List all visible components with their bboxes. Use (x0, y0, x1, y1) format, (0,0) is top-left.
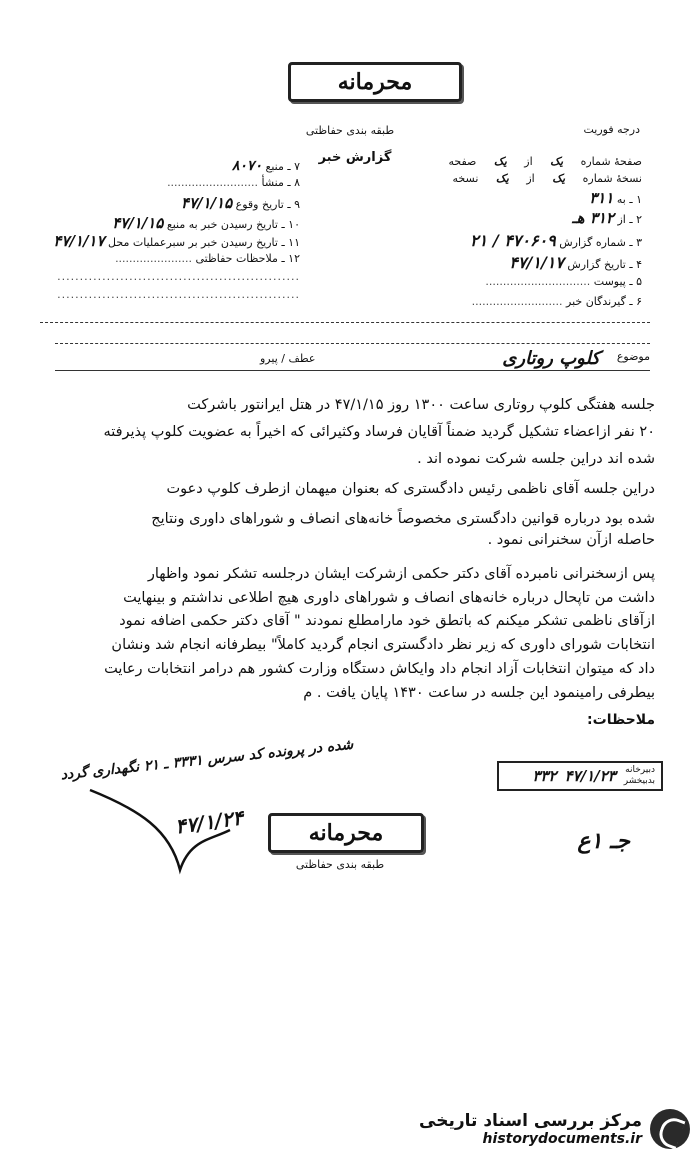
left-fields (40, 158, 300, 306)
bottom-classification-stamp: محرمانه (268, 813, 424, 853)
handwritten-date: ۴۷/۱/۲۴ (173, 805, 245, 839)
copy-number-field: نسخهٔ شماره یک از یک نسخه (452, 172, 642, 185)
body-line: داد که میتوان انتخابات آزاد انجام داد وایکاش دستگاه وزارت کشور هم درامر انتخابات رعایت (104, 661, 655, 677)
watermark-title: مرکز بررسی اسناد تاریخی (419, 1111, 642, 1131)
page-number-field: صفحهٔ شماره یک از یک صفحه (448, 155, 642, 168)
report-title: گزارش خبر (318, 150, 392, 165)
report-number-field: ۳ ـ شماره گزارش ۴۷۰۶۰۹ / ۲۱ (470, 231, 642, 250)
report-date-field: ۴ ـ تاریخ گزارش ۴۷/۱/۱۷ (509, 253, 642, 272)
subject-divider (55, 343, 650, 344)
body-line: شده اند دراین جلسه شرکت نموده اند . (417, 451, 655, 467)
attachment-field: ۵ ـ پیوست .............................. (485, 275, 642, 288)
body-line: ازآقای ناظمی تشکر میکنم که باتطق خود مارامطلع نمودند " آقای دکتر حکمی اضافه نمود (119, 613, 655, 629)
subject-underline (55, 370, 650, 371)
blank-dots-line: ...................................................... (57, 288, 300, 301)
subject-label: موضوع (616, 350, 650, 363)
body-line: شده بود درباره قوانین دادگستری مخصوصاً خانه‌های انصاف و شوراهای داوری ونتایج (151, 511, 655, 527)
handwritten-stroke (80, 770, 240, 880)
body-line: حاصله ازآن سخنرانی نمود . (487, 532, 655, 548)
body-line: دراین جلسه آقای ناظمی رئیس دادگستری که بعنوان میهمان ازطرف کلوپ دعوت (166, 481, 655, 497)
subject-value: کلوپ روتاری (502, 348, 600, 369)
top-divider (40, 322, 650, 323)
right-fields (392, 155, 642, 315)
archive-logo-icon (650, 1109, 690, 1149)
origin-field: ۸ ـ منشأ .......................... (167, 176, 300, 189)
recipients-field: ۶ ـ گیرندگان خبر .......................... (471, 295, 642, 308)
bottom-classification-label: طبقه بندی حفاظتی (295, 858, 385, 871)
source-field: ۷ ـ منبع ۸۰۷۰ (231, 158, 300, 174)
margin-mark: جـ ۱ع (577, 828, 630, 854)
security-notes-field: ۱۲ ـ ملاحظات حفاظتی ...................... (115, 252, 300, 265)
received-stamp: دبیرخانه بدبیخشر ۴۷/۱/۲۳ ۳۳۲ (497, 761, 663, 791)
source-received-date-field: ۱۰ ـ تاریخ رسیدن خبر به منبع ۴۷/۱/۱۵ (112, 214, 300, 232)
ops-received-date-field: ۱۱ ـ تاریخ رسیدن خبر بر سبرعملیات محل ۴۷/۱/۱۷ (53, 232, 300, 250)
to-field: ۱ ـ به ۳۱۱ (589, 189, 642, 207)
blank-dots-line: ...................................................... (57, 270, 300, 283)
watermark (419, 1109, 690, 1149)
classification-label: طبقه بندی حفاظتی (305, 124, 395, 137)
handwritten-note: شده در پرونده کد سرس ۳۳۳۱ ـ ۲۱ نگهداری گردد (59, 736, 354, 784)
notes-label: ملاحظات: (587, 712, 655, 728)
top-classification-stamp: محرمانه (288, 62, 462, 102)
body-line: ۲۰ نفر ازاعضاء تشکیل گردید ضمناً آقایان فرساد وکثیرائی که اخیراً به عضویت کلوپ پذیرفته (103, 424, 655, 440)
body-line: داشت من تاپحال درباره خانه‌های انصاف و شوراهای داوری هیچ اطلاعی نداشتم و بینهایت (123, 590, 655, 606)
body-line: بیطرفی رامینمود این جلسه در ساعت ۱۴۳۰ پایان یافت . م (303, 685, 655, 701)
body-line: انتخابات شورای داوری که زیر نظر دادگستری انجام گردید کاملاً" بیطرفانه انجام شد ونشان (111, 637, 655, 653)
watermark-url: historydocuments.ir (482, 1131, 642, 1147)
priority-label: درجه فوریت (583, 123, 640, 136)
body-line: جلسه هفتگی کلوپ روتاری ساعت ۱۳۰۰ روز ۴۷/۱/۱۵ در هتل ایرانتور باشرکت (187, 397, 655, 413)
reference-label: عطف / پیرو (260, 352, 316, 365)
from-field: ۲ ـ از ۳۱۲ هـ (572, 209, 642, 227)
body-line: پس ازسخنرانی نامبرده آقای دکتر حکمی ازشرکت ایشان درجلسه تشکر نمود واظهار (147, 566, 655, 582)
occurrence-date-field: ۹ ـ تاریخ وقوع ۴۷/۱/۱۵ (180, 194, 300, 212)
